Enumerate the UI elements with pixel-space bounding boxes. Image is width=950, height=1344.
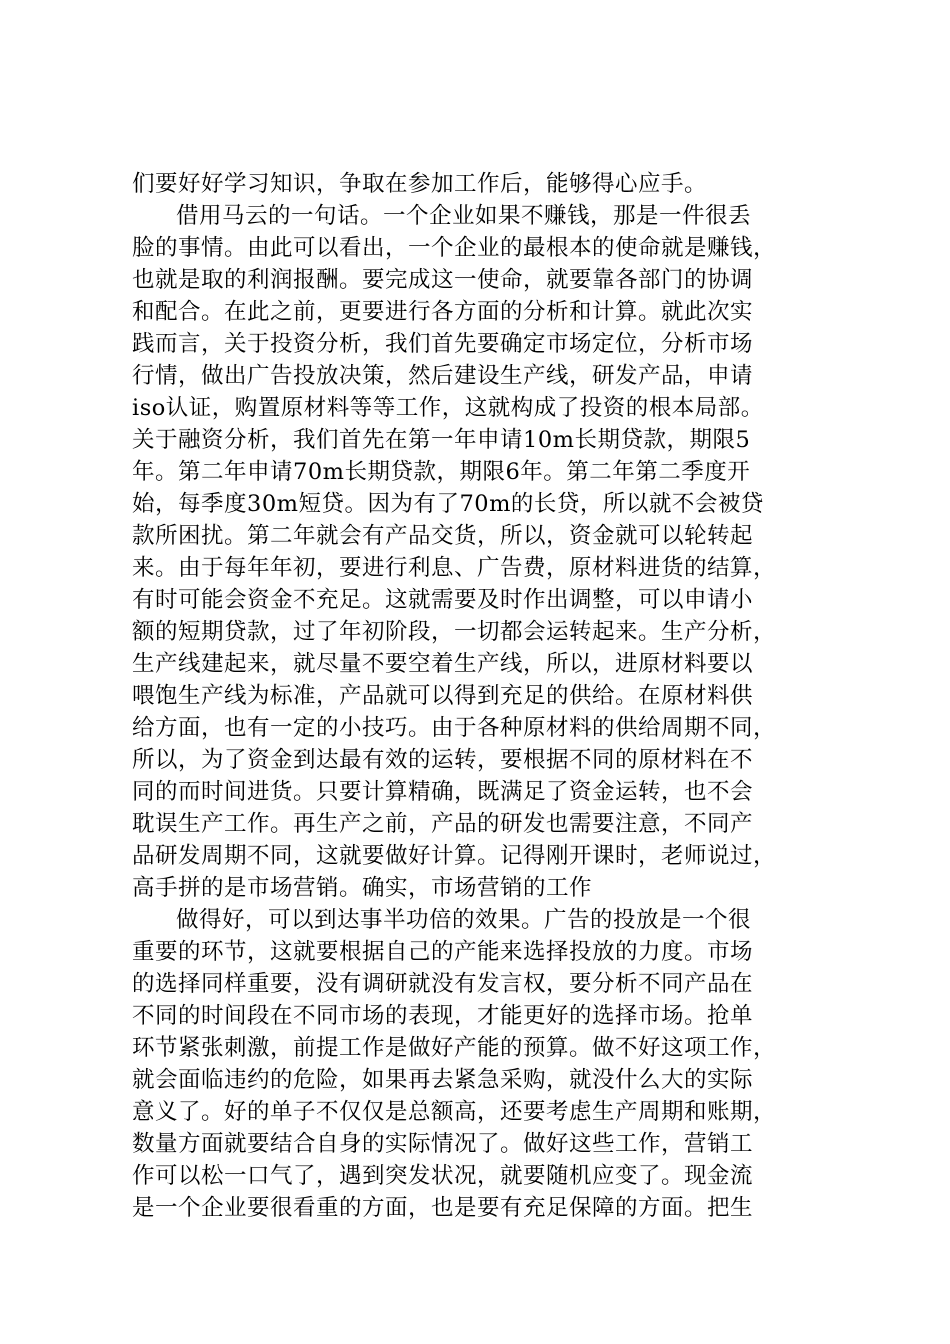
paragraph-start-line: 做得好，可以到达事半功倍的效果。广告的投放是一个很 (176, 907, 752, 933)
text-line-15: 额的短期贷款，过了年初阶段，一切都会运转起来。生产分析， (132, 619, 777, 645)
body-text (132, 168, 822, 1224)
text-line-30: 意义了。好的单子不仅仅是总额高，还要考虑生产周期和账期， (132, 1099, 777, 1125)
text-line-27: 不同的时间段在不同市场的表现，才能更好的选择市场。抢单 (132, 1003, 754, 1029)
text-line-10: 年。第二年申请70m长期贷款，期限6年。第二年第二季度开 (132, 459, 751, 485)
text-line-33: 是一个企业要很看重的方面，也是要有充足保障的方面。把生 (132, 1195, 754, 1221)
text-line-18: 给方面，也有一定的小技巧。由于各种原材料的供给周期不同， (132, 715, 777, 741)
text-line-26: 的选择同样重要，没有调研就没有发言权，要分析不同产品在 (132, 971, 754, 997)
text-line-19: 所以，为了资金到达最有效的运转，要根据不同的原材料在不 (132, 747, 754, 773)
text-line-1: 们要好好学习知识，争取在参加工作后，能够得心应手。 (132, 171, 708, 197)
text-line-7: 行情，做出广告投放决策，然后建设生产线，研发产品，申请 (132, 363, 754, 389)
text-line-21: 耽误生产工作。再生产之前，产品的研发也需要注意，不同产 (132, 811, 754, 837)
text-line-5: 和配合。在此之前，更要进行各方面的分析和计算。就此次实 (132, 299, 754, 325)
text-line-31: 数量方面就要结合自身的实际情况了。做好这些工作，营销工 (132, 1131, 754, 1157)
paragraph-start-line: 借用马云的一句话。一个企业如果不赚钱，那是一件很丢 (176, 203, 752, 229)
text-line-22: 品研发周期不同，这就要做好计算。记得刚开课时，老师说过， (132, 843, 777, 869)
text-line-6: 践而言，关于投资分析，我们首先要确定市场定位，分析市场 (132, 331, 754, 357)
text-line-9: 关于融资分析，我们首先在第一年申请10m长期贷款，期限5 (132, 427, 751, 453)
text-line-16: 生产线建起来，就尽量不要空着生产线，所以，进原材料要以 (132, 651, 754, 677)
text-line-14: 有时可能会资金不充足。这就需要及时作出调整，可以申请小 (132, 587, 754, 613)
text-line-23: 高手拼的是市场营销。确实，市场营销的工作 (132, 875, 593, 901)
text-line-11: 始，每季度30m短贷。因为有了70m的长贷，所以就不会被贷 (132, 491, 764, 517)
text-line-29: 就会面临违约的危险，如果再去紧急采购，就没什么大的实际 (132, 1067, 754, 1093)
text-line-3: 脸的事情。由此可以看出，一个企业的最根本的使命就是赚钱， (132, 235, 777, 261)
text-line-12: 款所困扰。第二年就会有产品交货，所以，资金就可以轮转起 (132, 523, 754, 549)
text-line-4: 也就是取的利润报酬。要完成这一使命，就要靠各部门的协调 (132, 267, 754, 293)
text-line-13: 来。由于每年年初，要进行利息、广告费，原材料进货的结算， (132, 555, 777, 581)
text-line-32: 作可以松一口气了，遇到突发状况，就要随机应变了。现金流 (132, 1163, 754, 1189)
text-line-8: iso认证，购置原材料等等工作，这就构成了投资的根本局部。 (132, 395, 764, 421)
text-line-20: 同的而时间进货。只要计算精确，既满足了资金运转，也不会 (132, 779, 754, 805)
text-line-28: 环节紧张刺激，前提工作是做好产能的预算。做不好这项工作， (132, 1035, 777, 1061)
text-line-17: 喂饱生产线为标准，产品就可以得到充足的供给。在原材料供 (132, 683, 754, 709)
text-line-25: 重要的环节，这就要根据自己的产能来选择投放的力度。市场 (132, 939, 754, 965)
